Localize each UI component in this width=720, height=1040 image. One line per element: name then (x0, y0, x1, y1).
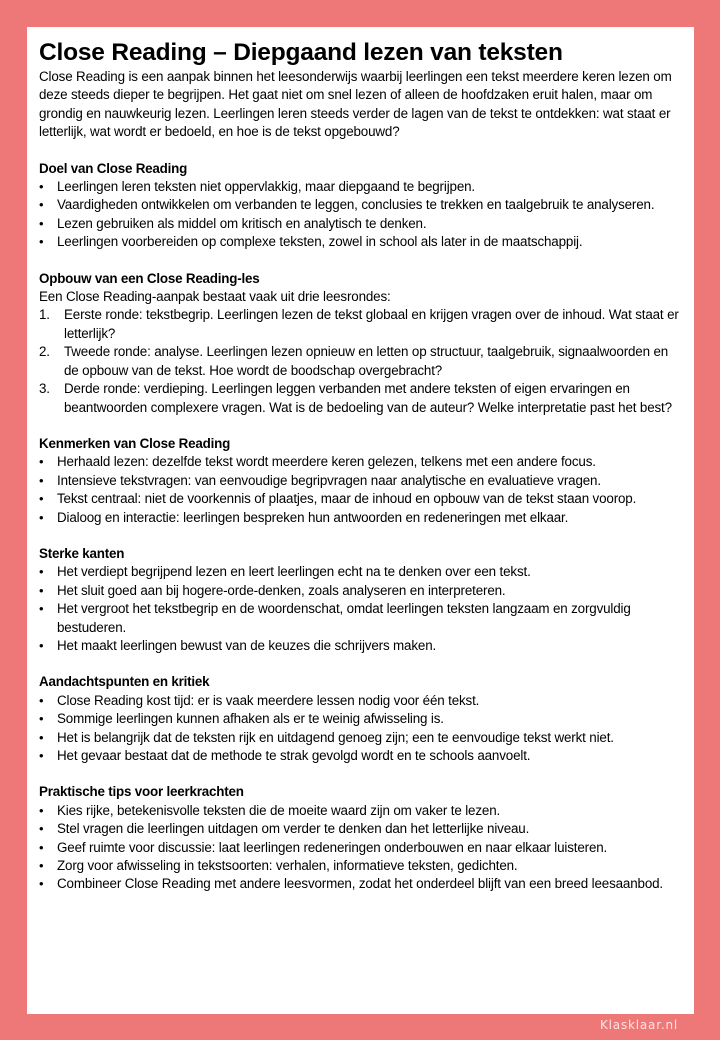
section-aandachtspunten (39, 673, 680, 765)
list-item: • Dialoog en interactie: leerlingen bespreken hun antwoorden en redeneringen met elkaar. (39, 509, 680, 527)
list-item: • Tekst centraal: niet de voorkennis of plaatjes, maar de inhoud en opbouw van de tekst staan voorop. (39, 490, 680, 508)
list-item-text: Tweede ronde: analyse. Leerlingen lezen opnieuw en letten op structuur, taalgebruik, signaalwoorden en de opbouw van de tekst. Hoe wordt de boodschap overgebracht? (64, 344, 669, 378)
list-item: • Leerlingen leren teksten niet oppervlakkig, maar diepgaand te begrijpen. (39, 178, 680, 196)
list-item: • Intensieve tekstvragen: van eenvoudige begripvragen naar analytische en evaluatieve vragen. (39, 472, 680, 490)
bullet-list (39, 178, 680, 252)
list-item: • Het maakt leerlingen bewust van de keuzes die schrijvers maken. (39, 637, 680, 655)
list-item (39, 343, 680, 380)
bullet-list (39, 453, 680, 527)
list-item: • Geef ruimte voor discussie: laat leerlingen redeneringen onderbouwen en naar elkaar luisteren. (39, 839, 680, 857)
list-item: • Combineer Close Reading met andere leesvormen, zodat het onderdeel blijft van een breed leesaanbod. (39, 875, 680, 893)
section-heading: Praktische tips voor leerkrachten (39, 784, 244, 800)
list-number: 1. (39, 307, 50, 323)
list-item: • Kies rijke, betekenisvolle teksten die de moeite waard zijn om vaker te lezen. (39, 802, 680, 820)
section-heading: Doel van Close Reading (39, 160, 188, 176)
section-sterke-kanten (39, 545, 680, 655)
section-praktische-tips (39, 783, 680, 893)
bullet-list (39, 563, 680, 655)
list-item: • Close Reading kost tijd: er is vaak meerdere lessen nodig voor één tekst. (39, 692, 680, 710)
list-item: • Zorg voor afwisseling in tekstsoorten: verhalen, informatieve teksten, gedichten. (39, 857, 680, 875)
list-item: • Leerlingen voorbereiden op complexe teksten, zowel in school als later in de maatschappij. (39, 233, 680, 251)
list-item: • Herhaald lezen: dezelfde tekst wordt meerdere keren gelezen, telkens met een andere focus. (39, 453, 680, 471)
section-kenmerken (39, 435, 680, 527)
list-item-text: Eerste ronde: tekstbegrip. Leerlingen lezen de tekst globaal en krijgen vragen over de inhoud. Wat staat er letterlijk? (64, 307, 679, 341)
list-item: • Het verdiept begrijpend lezen en leert leerlingen echt na te denken over een tekst. (39, 563, 680, 581)
list-number: 2. (39, 344, 50, 360)
list-item (39, 306, 680, 343)
list-item (39, 380, 680, 417)
section-heading: Aandachtspunten en kritiek (39, 674, 210, 690)
section-opbouw (39, 270, 680, 417)
section-heading: Sterke kanten (39, 545, 125, 561)
list-item: • Het is belangrijk dat de teksten rijk en uitdagend genoeg zijn; een te eenvoudige tekst werkt niet. (39, 729, 680, 747)
list-number: 3. (39, 381, 50, 397)
list-item: • Sommige leerlingen kunnen afhaken als er te weinig afwisseling is. (39, 710, 680, 728)
list-item: • Het sluit goed aan bij hogere-orde-denken, zoals analyseren en interpreteren. (39, 582, 680, 600)
list-item-text: Derde ronde: verdieping. Leerlingen leggen verbanden met andere teksten of eigen ervaringen en beantwoorden complexere vragen. Wat is de bedoeling van de auteur? Welke interpretatie past het best? (64, 381, 672, 415)
list-item: • Het vergroot het tekstbegrip en de woordenschat, omdat leerlingen teksten langzaam en zorgvuldig bestuderen. (39, 600, 680, 637)
list-item: • Vaardigheden ontwikkelen om verbanden te leggen, conclusies te trekken en taalgebruik te analyseren. (39, 196, 680, 214)
bullet-list (39, 692, 680, 766)
section-heading: Kenmerken van Close Reading (39, 435, 231, 451)
intro-paragraph: Close Reading is een aanpak binnen het leesonderwijs waarbij leerlingen een tekst meerdere keren lezen om deze steeds dieper te begrijpen. Het gaat niet om snel lezen of alleen de hoofdzaken eruit halen, maar om grondig en nauwkeurig lezen. Leerlingen leren steeds verder de lagen van de tekst te ontdekken: wat staat er letterlijk, wat wordt er bedoeld, en hoe is de tekst opgebouwd? (39, 69, 672, 140)
numbered-list (39, 306, 680, 416)
list-item: • Het gevaar bestaat dat de methode te strak gevolgd wordt en te schools aanvoelt. (39, 747, 680, 765)
list-item: • Stel vragen die leerlingen uitdagen om verder te denken dan het letterlijke niveau. (39, 820, 680, 838)
footer-brand: Klasklaar.nl (600, 1018, 678, 1032)
document-page (27, 27, 694, 1014)
page-title: Close Reading – Diepgaand lezen van teksten (39, 39, 563, 66)
list-item: • Lezen gebruiken als middel om kritisch en analytisch te denken. (39, 215, 680, 233)
section-heading: Opbouw van een Close Reading-les (39, 270, 260, 286)
section-doel (39, 160, 680, 252)
bullet-list (39, 802, 680, 894)
section-lead: Een Close Reading-aanpak bestaat vaak uit drie leesrondes: (39, 289, 391, 305)
